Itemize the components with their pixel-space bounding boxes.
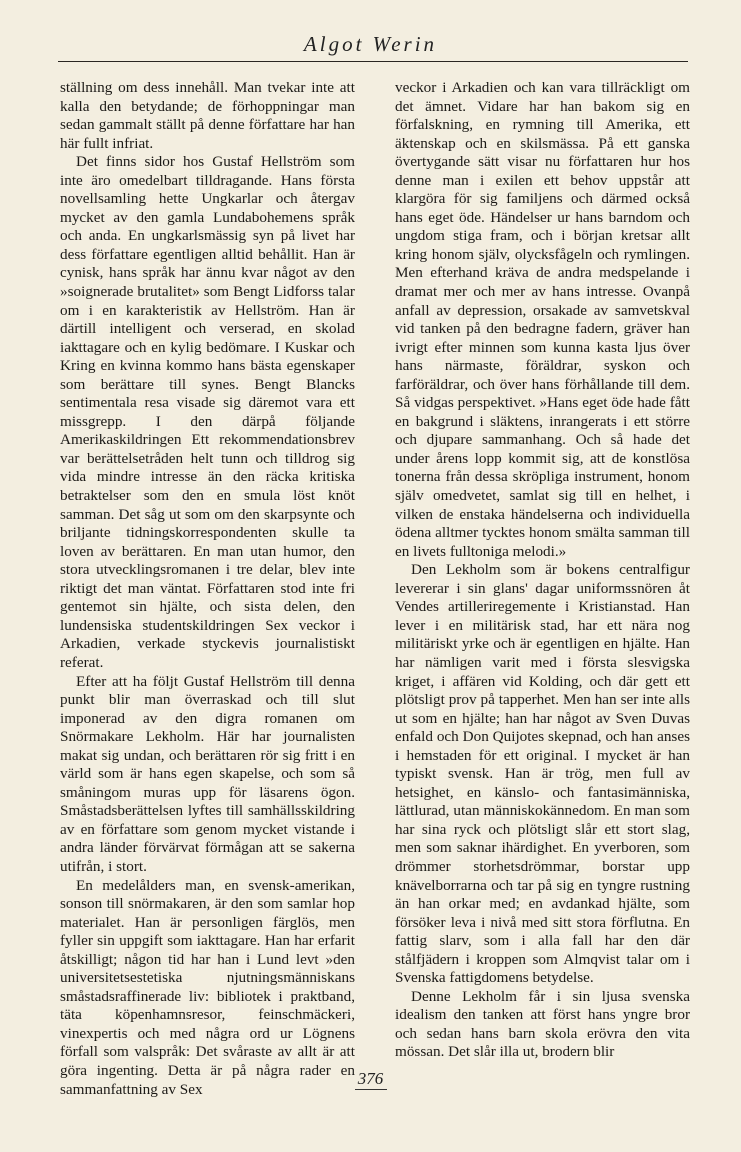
running-header: Algot Werin bbox=[303, 32, 438, 56]
page-number-underline bbox=[355, 1089, 387, 1090]
paragraph: Denne Lekholm får i sin ljusa svenska idealism den tanken att först hans yngre bror och sedan hans barn skola erövra den vita mössan. Det slår illa ut, brodern blir bbox=[395, 987, 690, 1061]
paragraph: Den Lekholm som är bokens centralfigur levererar i sin glans' dagar uniformssnören åt Vendes artilleriregemente i Kristianstad. Han lever i en militärisk stad, har ett nära nog militäriskt yrke och är egentligen en hjälte. Han har nämligen varit med i första slesvigska kriget, i affären vid Kolding, och där gett ett plötsligt prov på tapperhet. Men han ser inte alls ut som en hjälte; han har något av Sven Duvas enfald och Don Quijotes skepnad, och han anses i hemstaden för ett original. I mycket är han typiskt svensk. Han är trög, men full av hetsighet, en känslo- och fantasimänniska, lättlurad, utan människokännedom. En man som har sina ryck och plötsligt slår ett stort slag, men som saknar ihärdighet. En yverboren, som drömmer storhetsdrömmar, borstar upp knävelborrarna och tar på sig en tyngre rustning än han orkar med; en avdankad hjälte, som försöker leva i nivå med sitt stora förflutna. En fattig slarv, som i alla fall har den där stålfjädern i kroppen som Almqvist talar om i Svenska fattigdomens betydelse. bbox=[395, 561, 690, 987]
paragraph: veckor i Arkadien och kan vara tillräckligt om det ämnet. Vidare har han bakom sig en förfalskning, en rymning till Amerika, ett äktenskap och en skilsmässa. På ett ganska övertygande sätt visar nu författaren hur hos denne man i exilen ett behov uppstår att klargöra för sig familjens och därmed också hans eget öde. Händelser ur hans barndom och ungdom stiga fram, och i början kretsar allt kring honom själv, olycksfågeln och rymlingen. Men efterhand kräva de andra medspelande i dramat mer och mer av hans intresse. Ovanpå anfall av depression, orsakade av samvetskval vid tanken på den bedragne fadern, gräver han ivrigt efter minnen som kunna kasta ljus över hans närmaste, föräldrar, syskon och farföräldrar, och över hans förhållande till dem. Så vidgas perspektivet. »Hans eget öde hade fått en bakgrund i släktens, inrangerats i ett större och djupare sammanhang. Och så hade det under årens lopp kommit sig, att de konstlösa tonerna från dessa skröpliga instrument, honom själv omedvetet, samlat sig till en helhet, i vilken de enstaka händelserna och individuella ödena alltmer tycktes honom smälta samman till en livets fulltoniga melodi.» bbox=[395, 79, 690, 560]
left-column bbox=[60, 79, 355, 1099]
header-rule bbox=[58, 61, 688, 62]
paragraph: ställning om dess innehåll. Man tvekar inte att kalla den betydande; de förhoppningar man sedan gammalt ställt på denne författare har han här fullt infriat. bbox=[60, 79, 355, 152]
page-number: 376 bbox=[357, 1069, 384, 1088]
paragraph: Det finns sidor hos Gustaf Hellström som inte äro omedelbart tilldragande. Hans första novellsamling hette Ungkarlar och återgav mycket av den gamla Lundabohemens språk och anda. En ungkarlsmässig syn på livet har dess författare egentligen alltid behållit. Han är cynisk, hans språk har ännu kvar något av den »soignerade brutalitet» som Bengt Lidforss talar om i en karakteristik av Hellström. Han är därtill intelligent och verserad, en skolad iakttagare och en kylig bedömare. I Kuskar och Kring en kvinna kommo hans bästa egenskaper som berättare till synes. Bengt Blancks sentimentala resa visade sig däremot vara ett missgrepp. I den därpå följande Amerikaskildringen Ett rekommendationsbrev var berättelsetråden helt tunn och tilldrog sig vida mindre intresse än den räcka kritiska betraktelser som den en smula löst knöt samman. Det såg ut som om den skarpsynte och briljante tidningskorrespondenten skulle ta loven av berättaren. En man utan humor, den stora utvecklingsromanen i tre delar, blev inte riktigt det man väntat. Författaren stod inte fri gentemot sin hjälte, och sista delen, den lundensiska studentskildringen Sex veckor i Arkadien, verkade styckevis journalistiskt referat. bbox=[60, 153, 355, 671]
paragraph: Efter att ha följt Gustaf Hellström till denna punkt blir man överraskad och till slut imponerad av den digra romanen om Snörmakare Lekholm. Här har journalisten makat sig undan, och berättaren rör sig fritt i en värld som är hans egen skapelse, och som så småningom muras upp för läsarens ögon. Småstadsberättelsen lyftes till samhällsskildring av en författare som genom mycket vistande i andra länder förvärvat förmågan att se sakerna utifrån, i stort. bbox=[60, 672, 355, 875]
paragraph: En medelålders man, en svensk-amerikan, sonson till snörmakaren, är den som samlar hop materialet. Han är personligen färglös, men fyller sin uppgift som iakttagare. Han har erfarit åtskilligt; någon tid har han i Lund levt »den universitetsestetiska njutningsmänniskans småstadsraffinerade liv: bibliotek i praktband, täta köpenhamnsresor, feinschmäckeri, vinexpertis och med några ord ur Lögnens förfall som valspråk: Det svåraste av allt är att göra ingenting. Detta är på några rader en sammanfattning av Sex bbox=[60, 876, 355, 1098]
right-column bbox=[395, 79, 690, 1062]
